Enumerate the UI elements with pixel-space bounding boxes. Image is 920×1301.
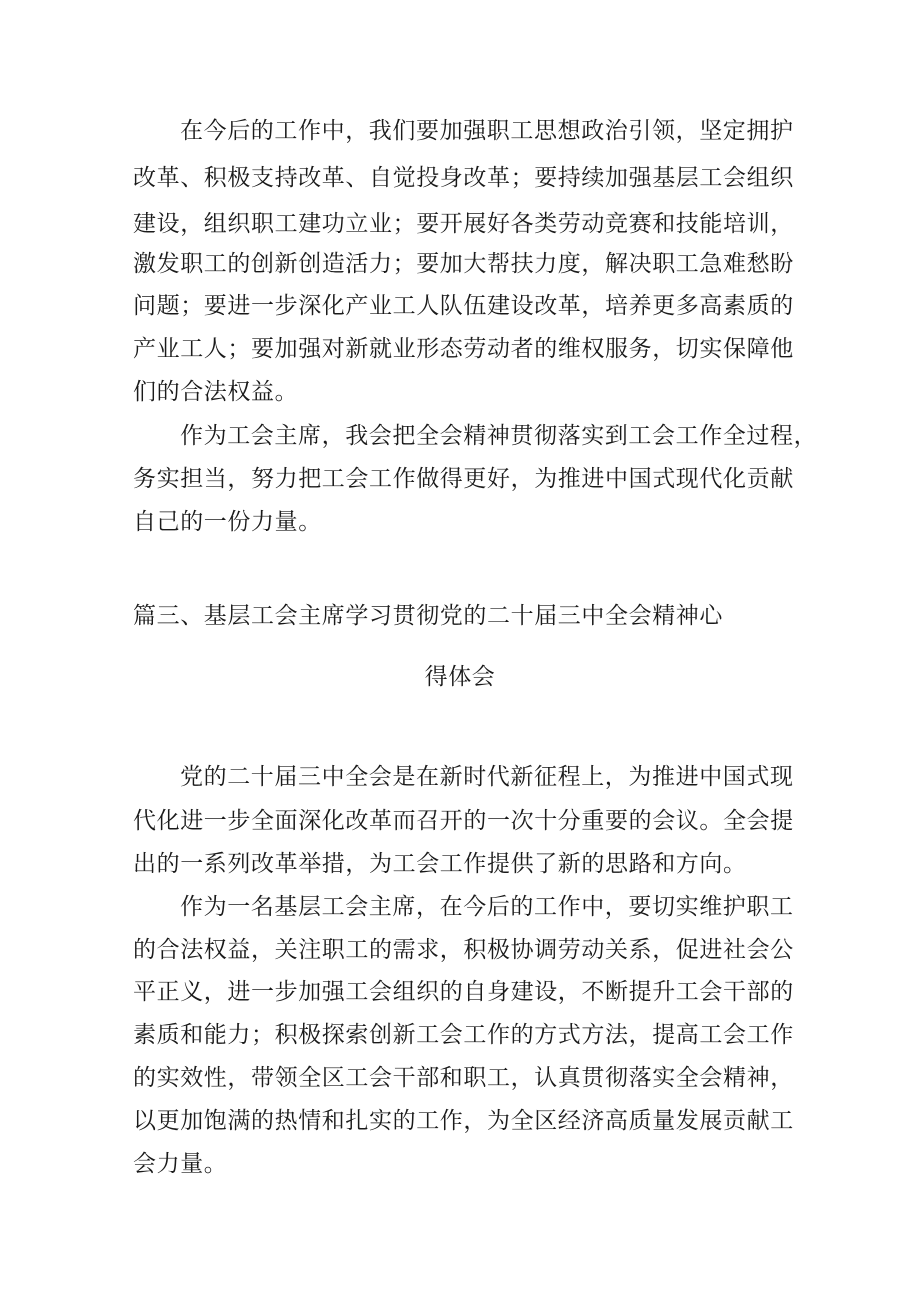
paragraph-line: 以更加饱满的热情和扎实的工作，为全区经济高质量发展贡献工 [133, 1108, 794, 1134]
paragraph-line: 出的一系列改革举措，为工会工作提供了新的思路和方向。 [133, 851, 747, 877]
section-heading-continued: 得体会 [424, 664, 496, 690]
paragraph-line: 们的合法权益。 [133, 379, 299, 405]
paragraph-line: 党的二十届三中全会是在新时代新征程上，为推进中国式现 [180, 764, 794, 790]
paragraph-line: 务实担当，努力把工会工作做得更好，为推进中国式现代化贡献 [133, 466, 794, 492]
paragraph-line: 会力量。 [133, 1151, 228, 1177]
section-heading: 篇三、基层工会主席学习贯彻党的二十届三中全会精神心 [133, 603, 723, 629]
paragraph-line: 问题；要进一步深化产业工人队伍建设改革，培养更多高素质的 [133, 293, 794, 319]
paragraph-line: 作为一名基层工会主席，在今后的工作中，要切实维护职工 [180, 894, 794, 920]
paragraph-line: 在今后的工作中，我们要加强职工思想政治引领，坚定拥护 [180, 118, 794, 144]
paragraph-line: 平正义，进一步加强工会组织的自身建设，不断提升工会干部的 [133, 979, 794, 1005]
paragraph-line: 改革、积极支持改革、自觉投身改革；要持续加强基层工会组织 [133, 165, 794, 191]
paragraph-line: 的合法权益，关注职工的需求，积极协调劳动关系，促进社会公 [133, 937, 794, 963]
paragraph-line: 自己的一份力量。 [133, 509, 322, 535]
paragraph-line: 产业工人；要加强对新就业形态劳动者的维权服务，切实保障他 [133, 336, 794, 362]
paragraph-line: 素质和能力；积极探索创新工会工作的方式方法，提高工会工作 [133, 1022, 794, 1048]
paragraph-line: 代化进一步全面深化改革而召开的一次十分重要的会议。全会提 [133, 808, 794, 834]
paragraph-line: 激发职工的创新创造活力；要加大帮扶力度，解决职工急难愁盼 [133, 251, 794, 277]
paragraph-line: 建设，组织职工建功立业；要开展好各类劳动竞赛和技能培训， [133, 211, 794, 237]
paragraph-line: 的实效性，带领全区工会干部和职工，认真贯彻落实全会精神， [133, 1065, 794, 1091]
paragraph-line: 作为工会主席，我会把全会精神贯彻落实到工会工作全过程， [180, 423, 818, 449]
